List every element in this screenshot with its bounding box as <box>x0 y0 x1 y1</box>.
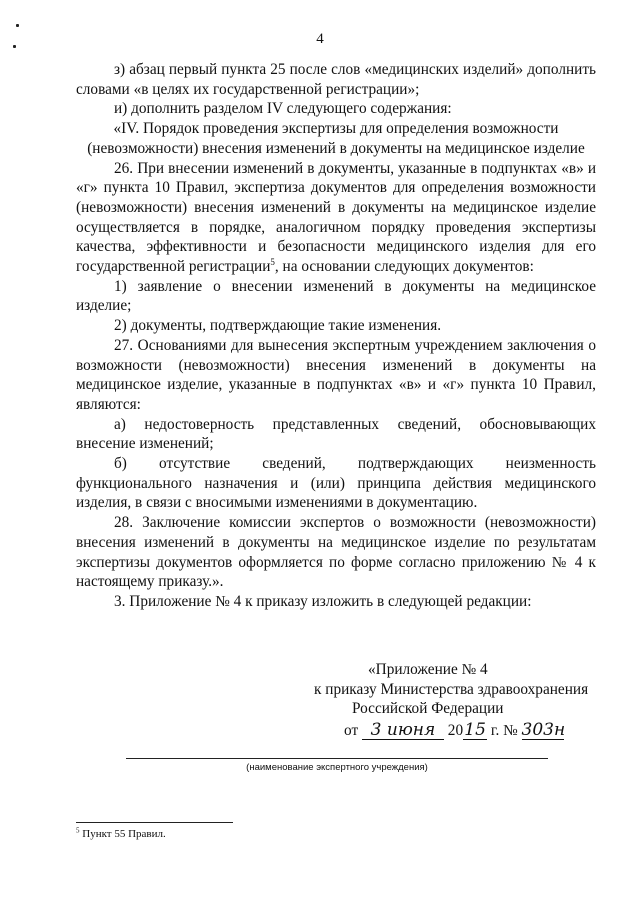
expert-institution-caption: (наименование экспертного учреждения) <box>246 762 428 773</box>
date-month: июня <box>386 720 436 741</box>
paragraph-26-text: 26. При внесении изменений в документы, указанные в подпунктах «в» и «г» пункта 10 Правил, экспертиза документов для определения возможности (невозможности) внесения изменений в документы на медицинское изделие осуществляется в порядке, аналогичном порядку проведения экспертизы качества, эффективности и безопасности медицинского изделия для его государственной регистрации <box>76 159 596 276</box>
paragraph-26 <box>76 159 596 277</box>
appendix-ministry: к приказу Министерства здравоохранения <box>314 680 589 698</box>
appendix-date-line <box>300 721 600 741</box>
paragraph-26-text-end: , на основании следующих документов: <box>274 258 534 276</box>
order-number-label: г. № <box>490 722 518 740</box>
year-suffix: 15 <box>464 720 486 741</box>
order-number: 303н <box>521 720 566 741</box>
document-body <box>76 60 596 612</box>
paragraph-27: 27. Основаниями для вынесения экспертным учреждением заключения о возможности (невозможности) внесения изменений в документы на медицинское изделие, указанные в подпунктах «в» и «г» пункта 10 Правил, являются: <box>76 336 596 413</box>
paragraph-3: 3. Приложение № 4 к приказу изложить в следующей редакции: <box>114 592 532 610</box>
section-heading: «IV. Порядок проведения экспертизы для определения возможности (невозможности) внесения изменений в документы на медицинское изделие <box>87 120 585 157</box>
page-number: 4 <box>316 31 324 47</box>
date-from-label: от <box>344 722 359 740</box>
year-prefix: 20 <box>447 722 464 740</box>
footnote-ref: 5 <box>270 256 275 267</box>
paragraph-28: 28. Заключение комиссии экспертов о возможности (невозможности) внесения изменений в документы на медицинское изделие по результатам экспертизы документов оформляется по форме согласно приложению № 4 к настоящему приказу.». <box>76 514 596 591</box>
paragraph-26-item-1: 1) заявление о внесении изменений в документы на медицинское изделие; <box>76 277 596 315</box>
paragraph-27-item-a: а) недостоверность представленных сведений, обосновывающих внесение изменений; <box>76 415 596 453</box>
footnote <box>76 828 166 840</box>
paragraph-i: и) дополнить разделом IV следующего содержания: <box>114 100 452 118</box>
paragraph-26-item-2: 2) документы, подтверждающие такие изменения. <box>114 317 442 335</box>
date-handwritten <box>362 722 444 740</box>
footnote-mark: 5 <box>76 826 80 835</box>
paragraph-27-item-b: б) отсутствие сведений, подтверждающих неизменность функционального назначения и (или) принципа действия медицинского изделия, в связи с вносимыми изменениями в документацию. <box>76 455 596 512</box>
appendix-header <box>300 660 600 741</box>
footnote-text: Пункт 55 Правил. <box>82 828 166 840</box>
appendix-title: «Приложение № 4 <box>368 661 488 678</box>
footnote-separator <box>76 822 233 823</box>
scan-speck <box>16 24 19 27</box>
paragraph-z: з) абзац первый пункта 25 после слов «медицинских изделий» дополнить словами «в целях их государственной регистрации»; <box>76 61 596 98</box>
appendix-federation: Российской Федерации <box>352 700 504 718</box>
date-day: 3 <box>370 720 382 741</box>
expert-institution-line <box>126 758 548 759</box>
